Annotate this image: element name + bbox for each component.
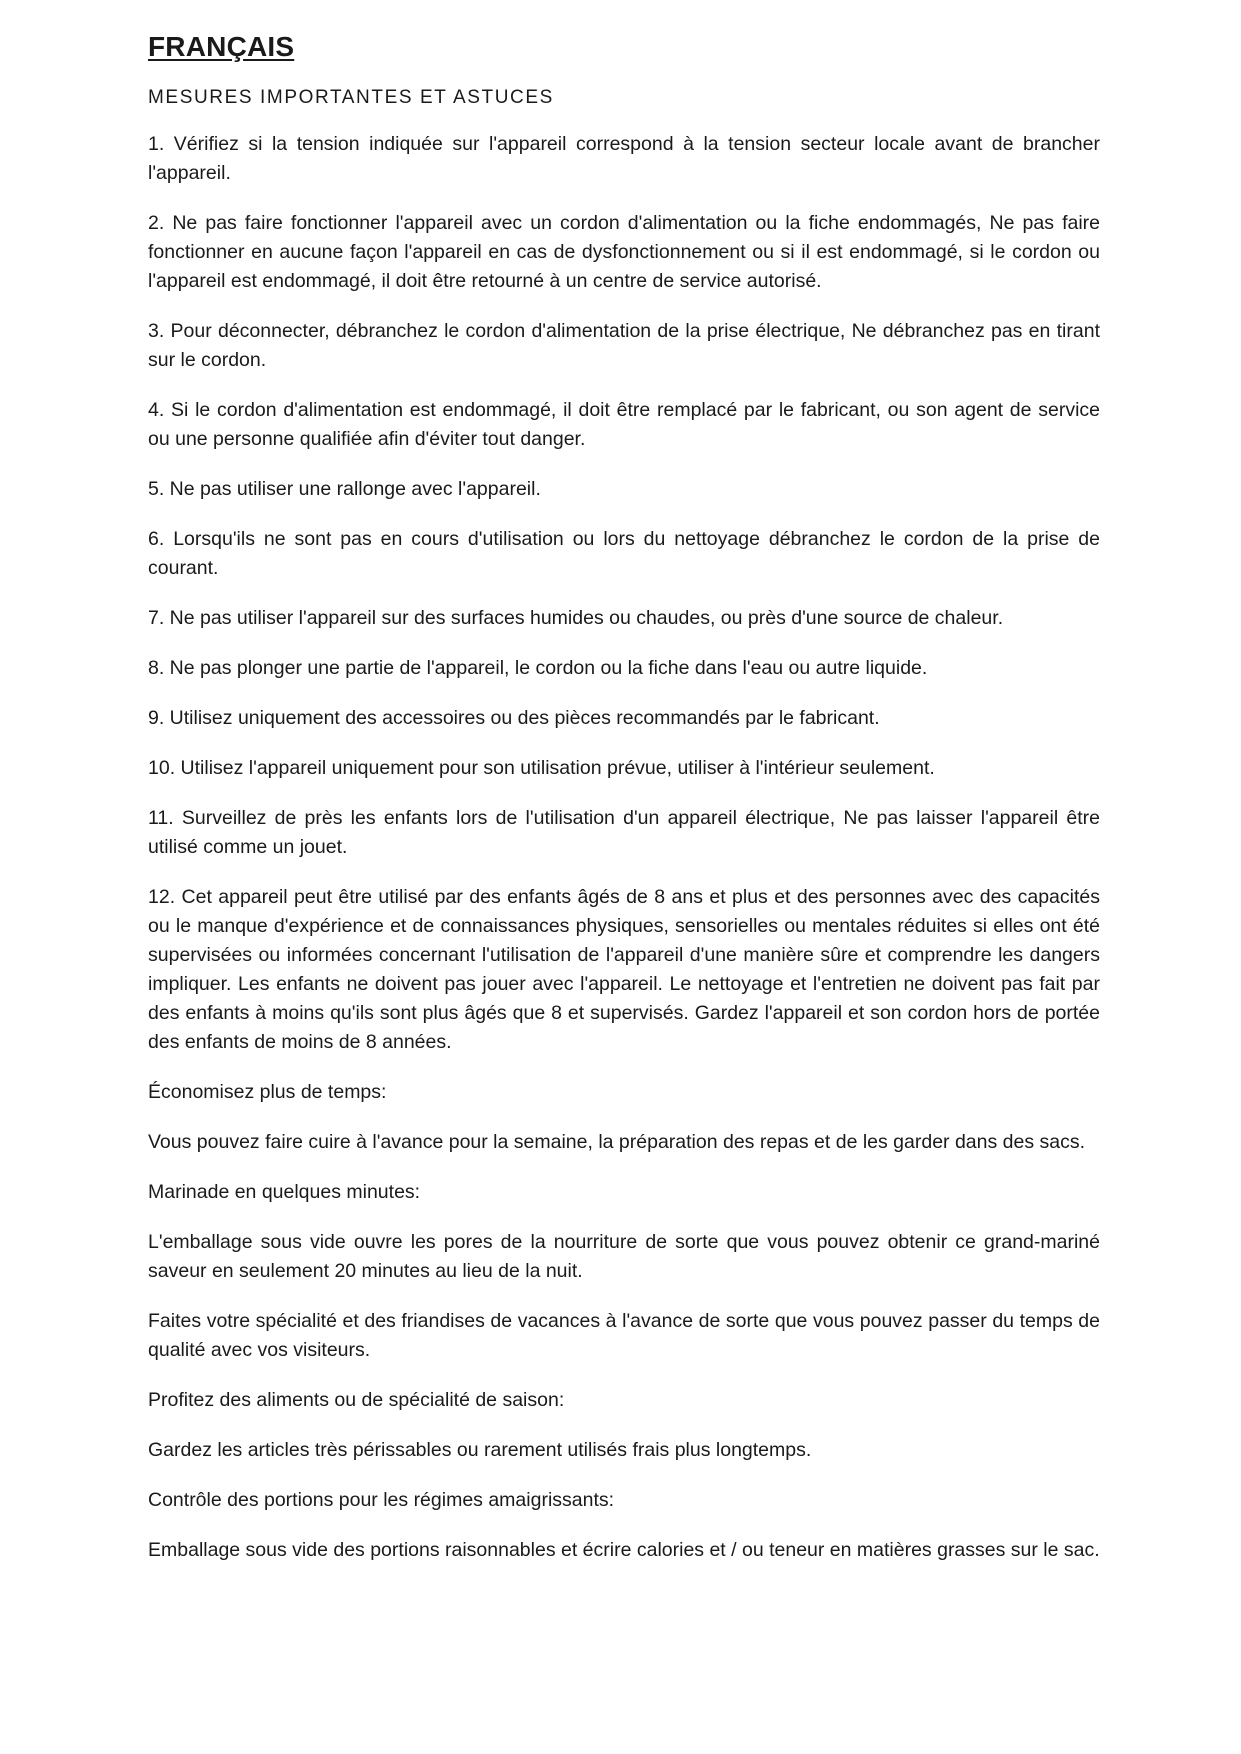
page-title: FRANÇAIS <box>148 31 295 62</box>
safety-item-10: 10. Utilisez l'appareil uniquement pour son utilisation prévue, utiliser à l'intérieur seulement. <box>148 757 935 779</box>
tip-text-save-time: Vous pouvez faire cuire à l'avance pour la semaine, la préparation des repas et de les garder dans des sacs. <box>148 1131 1086 1153</box>
safety-item-3: 3. Pour déconnecter, débranchez le cordon d'alimentation de la prise électrique, Ne débranchez pas en tirant sur le cordon. <box>148 320 1100 371</box>
safety-item-8: 8. Ne pas plonger une partie de l'appareil, le cordon ou la fiche dans l'eau ou autre liquide. <box>148 657 928 679</box>
safety-item-6: 6. Lorsqu'ils ne sont pas en cours d'utilisation ou lors du nettoyage débranchez le cordon de la prise de courant. <box>148 528 1100 579</box>
section-heading: MESURES IMPORTANTES ET ASTUCES <box>148 87 554 108</box>
tip-heading-seasonal: Profitez des aliments ou de spécialité de saison: <box>148 1389 565 1411</box>
safety-item-5: 5. Ne pas utiliser une rallonge avec l'appareil. <box>148 478 541 500</box>
safety-item-9: 9. Utilisez uniquement des accessoires ou des pièces recommandés par le fabricant. <box>148 707 880 729</box>
tip-heading-save-time: Économisez plus de temps: <box>148 1081 387 1103</box>
safety-item-11: 11. Surveillez de près les enfants lors de l'utilisation d'un appareil électrique, Ne pas laisser l'appareil être utilisé comme un jouet. <box>148 807 1100 858</box>
safety-item-2: 2. Ne pas faire fonctionner l'appareil avec un cordon d'alimentation ou la fiche endommagés, Ne pas faire fonctionner en aucune façon l'appareil en cas de dysfonctionnement ou si il est endommagé, si le cordon ou l'appareil est endommagé, il doit être retourné à un centre de service autorisé. <box>148 212 1100 292</box>
safety-item-7: 7. Ne pas utiliser l'appareil sur des surfaces humides ou chaudes, ou près d'une source de chaleur. <box>148 607 1004 629</box>
tip-heading-marinade: Marinade en quelques minutes: <box>148 1181 421 1203</box>
tip-text-specialty: Faites votre spécialité et des friandises de vacances à l'avance de sorte que vous pouvez passer du temps de qualité avec vos visiteurs. <box>148 1310 1100 1361</box>
safety-item-12: 12. Cet appareil peut être utilisé par des enfants âgés de 8 ans et plus et des personnes avec des capacités ou le manque d'expérience et de connaissances physiques, sensorielles ou mentales réduites si elles ont été supervisées ou informées concernant l'utilisation de l'appareil d'une manière sûre et comprendre les dangers impliquer. Les enfants ne doivent pas jouer avec l'appareil. Le nettoyage et l'entretien ne doivent pas fait par des enfants à moins qu'ils sont plus âgés que 8 et supervisés. Gardez l'appareil et son cordon hors de portée des enfants de moins de 8 années. <box>148 886 1100 1053</box>
tip-text-marinade: L'emballage sous vide ouvre les pores de la nourriture de sorte que vous pouvez obtenir ce grand-mariné saveur en seulement 20 minutes au lieu de la nuit. <box>148 1231 1100 1282</box>
tip-text-portions: Emballage sous vide des portions raisonnables et écrire calories et / ou teneur en matières grasses sur le sac. <box>148 1539 1100 1561</box>
document-page <box>148 28 1100 1586</box>
safety-item-1: 1. Vérifiez si la tension indiquée sur l'appareil correspond à la tension secteur locale avant de brancher l'appareil. <box>148 133 1100 184</box>
safety-item-4: 4. Si le cordon d'alimentation est endommagé, il doit être remplacé par le fabricant, ou son agent de service ou une personne qualifiée afin d'éviter tout danger. <box>148 399 1100 450</box>
tip-text-seasonal: Gardez les articles très périssables ou rarement utilisés frais plus longtemps. <box>148 1439 812 1461</box>
tip-heading-portions: Contrôle des portions pour les régimes amaigrissants: <box>148 1489 615 1511</box>
